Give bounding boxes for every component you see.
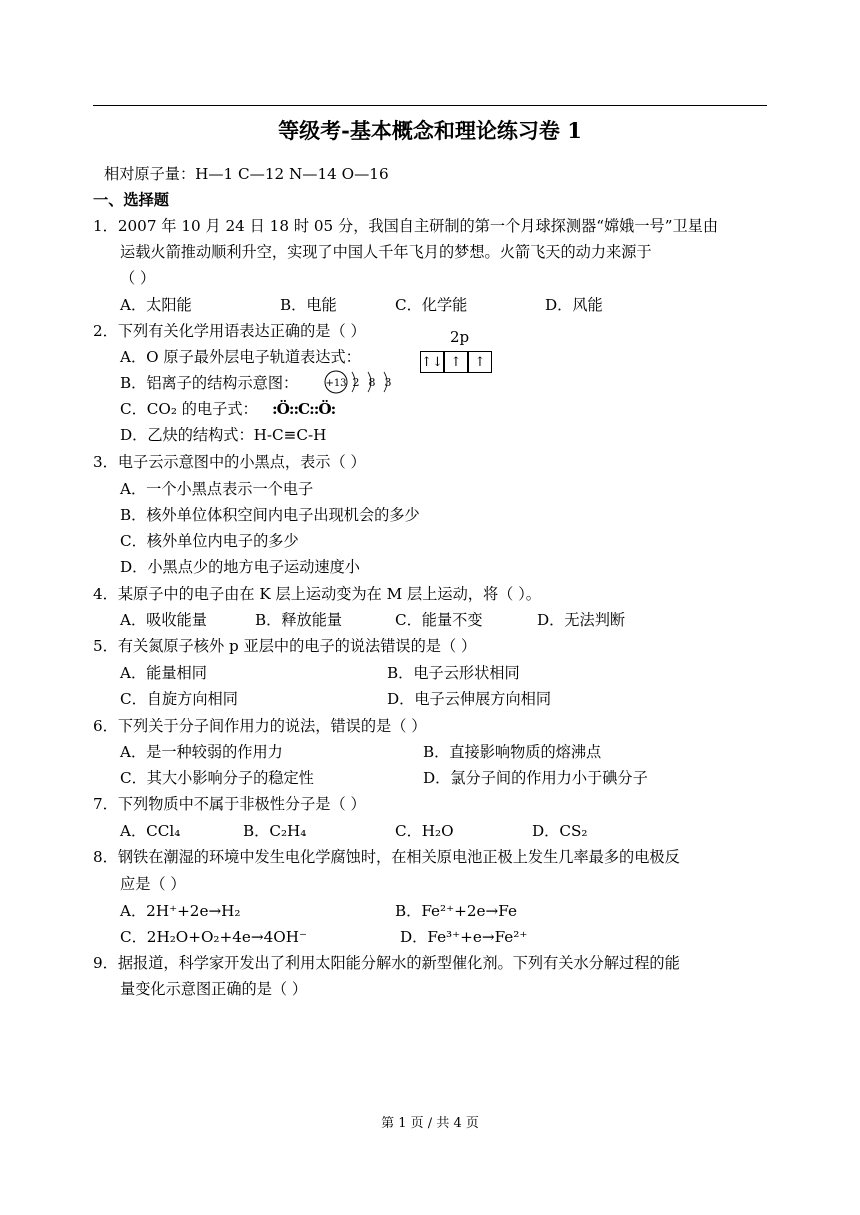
q2-option-c: C．CO₂ 的电子式： bbox=[120, 400, 258, 418]
q1-line1: 1．2007 年 10 月 24 日 18 时 05 分，我国自主研制的第一个月球探测器“嫦娥一号”卫星由 bbox=[93, 217, 719, 235]
aluminum-ion-diagram bbox=[322, 368, 402, 396]
q1-option-d: D．风能 bbox=[545, 296, 603, 314]
orbital-label: 2p bbox=[450, 328, 470, 346]
q7-option-a: A．CCl₄ bbox=[120, 822, 181, 840]
q2-option-d: D．乙炔的结构式：H-C≡C-H bbox=[120, 426, 327, 444]
q9-line2: 量变化示意图正确的是（ ） bbox=[120, 980, 308, 998]
q5-stem: 5．有关氮原子核外 p 亚层中的电子的说法错误的是（ ） bbox=[93, 637, 477, 655]
q3-stem: 3．电子云示意图中的小黑点，表示（ ） bbox=[93, 453, 366, 471]
page-footer: 第 1 页 / 共 4 页 bbox=[381, 1116, 479, 1131]
q6-option-d: D．氯分子间的作用力小于碘分子 bbox=[423, 769, 648, 787]
shell-electrons-2: 8 bbox=[368, 376, 376, 389]
nucleus-charge: +13 bbox=[325, 378, 347, 389]
q8-line2: 应是（ ） bbox=[120, 875, 186, 893]
q2-option-a: A．O 原子最外层电子轨道表达式： bbox=[120, 348, 361, 366]
q3-option-c: C．核外单位内电子的多少 bbox=[120, 532, 299, 550]
q8-line1: 8．钢铁在潮湿的环境中发生电化学腐蚀时，在相关原电池正极上发生几率最多的电极反 bbox=[93, 848, 680, 866]
q9-line1: 9．据报道，科学家开发出了利用太阳能分解水的新型催化剂。下列有关水分解过程的能 bbox=[93, 954, 680, 972]
q1-option-a: A．太阳能 bbox=[120, 296, 192, 314]
q8-option-c: C．2H₂O+O₂+4e→4OH⁻ bbox=[120, 928, 307, 946]
q3-option-a: A．一个小黑点表示一个电子 bbox=[120, 480, 314, 498]
q5-option-b: B．电子云形状相同 bbox=[387, 664, 520, 682]
orbital-box-1: ↑↓ bbox=[420, 351, 444, 373]
q1-line3: （ ） bbox=[120, 269, 156, 287]
q7-stem: 7．下列物质中不属于非极性分子是（ ） bbox=[93, 795, 366, 813]
page-title: 等级考-基本概念和理论练习卷 1 bbox=[278, 118, 582, 143]
q8-option-a: A．2H⁺+2e→H₂ bbox=[120, 902, 241, 920]
section-heading: 一、选择题 bbox=[93, 191, 169, 209]
atomic-mass-line: 相对原子量：H—1 C—12 N—14 O—16 bbox=[104, 165, 389, 183]
q6-option-c: C．其大小影响分子的稳定性 bbox=[120, 769, 314, 787]
q4-option-c: C．能量不变 bbox=[395, 611, 483, 629]
q7-option-b: B．C₂H₄ bbox=[243, 822, 307, 840]
q5-option-c: C．自旋方向相同 bbox=[120, 690, 238, 708]
q2-option-b: B．铝离子的结构示意图： bbox=[120, 374, 299, 392]
q6-stem: 6．下列关于分子间作用力的说法，错误的是（ ） bbox=[93, 717, 427, 735]
shell-electrons-1: 2 bbox=[352, 376, 360, 389]
q4-option-d: D．无法判断 bbox=[537, 611, 626, 629]
q3-option-d: D．小黑点少的地方电子运动速度小 bbox=[120, 558, 360, 576]
orbital-box-3: ↑ bbox=[468, 351, 492, 373]
q3-option-b: B．核外单位体积空间内电子出现机会的多少 bbox=[120, 506, 420, 524]
header-rule bbox=[93, 105, 767, 106]
q4-stem: 4．某原子中的电子由在 K 层上运动变为在 M 层上运动，将（ ）。 bbox=[93, 585, 541, 603]
q6-option-a: A．是一种较弱的作用力 bbox=[120, 743, 283, 761]
q7-option-c: C．H₂O bbox=[395, 822, 454, 840]
q8-option-b: B．Fe²⁺+2e→Fe bbox=[395, 902, 517, 920]
orbital-box-2: ↑ bbox=[444, 351, 468, 373]
q1-line2: 运载火箭推动顺利升空，实现了中国人千年飞月的梦想。火箭飞天的动力来源于 bbox=[120, 243, 652, 261]
q2-stem: 2．下列有关化学用语表达正确的是（ ） bbox=[93, 322, 366, 340]
q1-option-b: B．电能 bbox=[280, 296, 337, 314]
q5-option-d: D．电子云伸展方向相同 bbox=[387, 690, 552, 708]
q1-option-c: C．化学能 bbox=[395, 296, 468, 314]
q5-option-a: A．能量相同 bbox=[120, 664, 207, 682]
q4-option-a: A．吸收能量 bbox=[120, 611, 207, 629]
q7-option-d: D．CS₂ bbox=[532, 822, 588, 840]
q4-option-b: B．释放能量 bbox=[255, 611, 343, 629]
q6-option-b: B．直接影响物质的熔沸点 bbox=[423, 743, 602, 761]
shell-electrons-3: 3 bbox=[384, 376, 392, 389]
q8-option-d: D．Fe³⁺+e→Fe²⁺ bbox=[400, 928, 528, 946]
co2-electron-formula: :Ö::C::Ö: bbox=[272, 400, 336, 418]
